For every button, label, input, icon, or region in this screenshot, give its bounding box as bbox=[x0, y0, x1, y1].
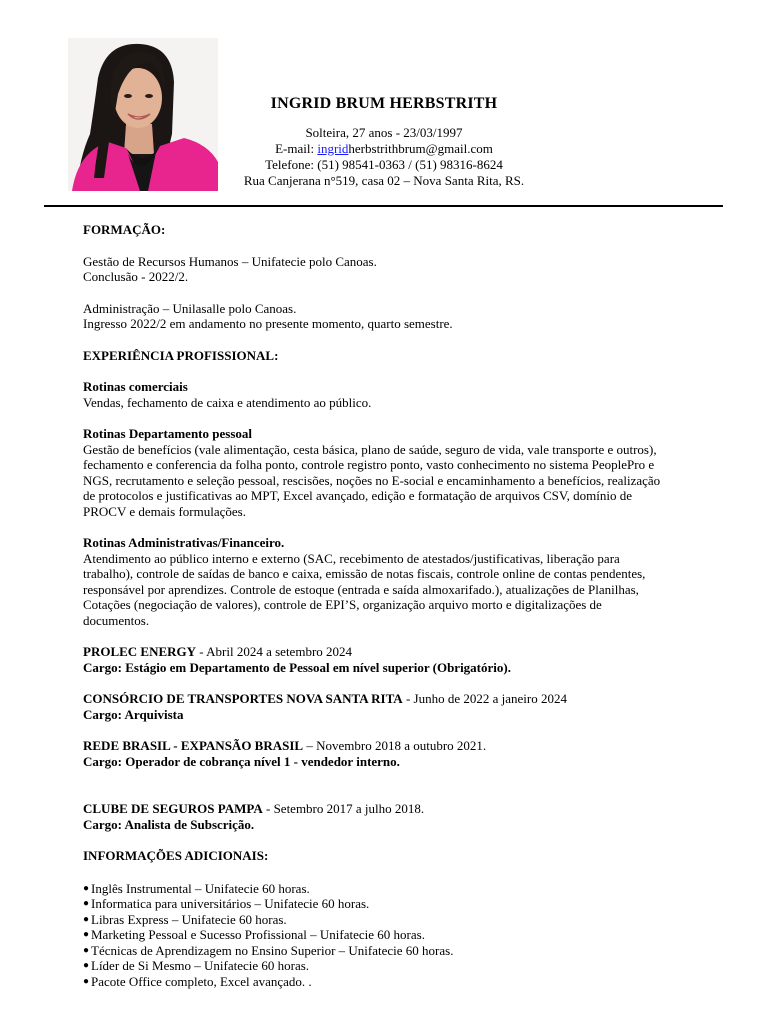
job-cargo: Cargo: Estágio em Departamento de Pessoal em nível superior (Obrigatório). bbox=[83, 659, 511, 675]
bullet-icon: ● bbox=[83, 882, 90, 894]
list-item-text: Técnicas de Aprendizagem no Ensino Superior – Unifatecie 60 horas. bbox=[91, 942, 454, 958]
section-title-formacao: FORMAÇÃO: bbox=[83, 222, 166, 237]
job-company: REDE BRASIL - EXPANSÃO BRASIL bbox=[83, 738, 304, 753]
routine-commercial-text: Vendas, fechamento de caixa e atendimento ao público. bbox=[83, 394, 372, 410]
list-item-text: Líder de Si Mesmo – Unifatecie 60 horas. bbox=[91, 958, 310, 973]
job-header bbox=[83, 644, 723, 660]
email-rest: herbstrithbrum@gmail.com bbox=[348, 141, 493, 156]
header-divider bbox=[44, 205, 723, 207]
routine-admin-line: responsável por aprendizes. Controle de estoque (entrada e saída almoxarifado.), atualizações de Planilhas, bbox=[83, 581, 639, 597]
course-1-title: Gestão de Recursos Humanos – Unifatecie polo Canoas. bbox=[83, 253, 377, 269]
portrait-image bbox=[68, 38, 218, 191]
job-header bbox=[83, 691, 723, 707]
course-1-status: Conclusão - 2022/2. bbox=[83, 269, 189, 284]
routine-dp-title: Rotinas Departamento pessoal bbox=[83, 426, 252, 441]
routine-dp-line: de protocolos e justificativas ao MPT, Excel avançado, edição e formatação de arquivos CSV, domínio de bbox=[83, 488, 632, 503]
profile-photo bbox=[68, 38, 218, 191]
routine-dp-line: PROCV e demais formulações. bbox=[83, 503, 246, 519]
section-title-adicionais: INFORMAÇÕES ADICIONAIS: bbox=[83, 848, 269, 863]
list-item bbox=[83, 896, 723, 912]
course-2-title: Administração – Unilasalle polo Canoas. bbox=[83, 300, 297, 316]
job-header bbox=[83, 801, 723, 817]
job-company: CONSÓRCIO DE TRANSPORTES NOVA SANTA RITA bbox=[83, 691, 403, 706]
bullet-icon: ● bbox=[83, 913, 90, 925]
list-item-text: Pacote Office completo, Excel avançado. . bbox=[91, 973, 312, 989]
job-company: CLUBE DE SEGUROS PAMPA bbox=[83, 801, 263, 816]
list-item bbox=[83, 943, 723, 959]
job-period: – Novembro 2018 a outubro 2021. bbox=[303, 738, 487, 753]
list-item-text: Libras Express – Unifatecie 60 horas. bbox=[91, 911, 287, 927]
list-item bbox=[83, 881, 723, 897]
bullet-icon: ● bbox=[83, 960, 90, 971]
bullet-icon: ● bbox=[83, 975, 90, 987]
routine-admin-line: documentos. bbox=[83, 612, 150, 628]
job-period: - Junho de 2022 a janeiro 2024 bbox=[402, 691, 567, 706]
header-block bbox=[230, 95, 538, 189]
address-line: Rua Canjerana n°519, casa 02 – Nova Santa Rita, RS. bbox=[243, 173, 525, 188]
routine-admin-line: Cotações (negociação de valores), controle de EPI’S, organização arquivo morto e digitalizações de bbox=[83, 597, 602, 612]
bullet-icon: ● bbox=[83, 898, 90, 909]
email-label: E-mail: bbox=[275, 141, 318, 156]
phone-line: Telefone: (51) 98541-0363 / (51) 98316-8624 bbox=[265, 157, 503, 172]
routine-dp-line: fechamento e conferencia da folha ponto, controle registro ponto, vasto conhecimento no sistema PeoplePro e bbox=[83, 457, 655, 472]
list-item bbox=[83, 974, 723, 990]
job-period: - Setembro 2017 a julho 2018. bbox=[262, 801, 425, 816]
job-cargo: Cargo: Arquivista bbox=[83, 706, 184, 722]
list-item-text: Informatica para universitários – Unifatecie 60 horas. bbox=[91, 896, 370, 911]
routine-dp-line: NGS, recrutamento e seleção pessoal, rescisões, noções no E-social e encaminhamento a benefícios, realização bbox=[83, 472, 661, 488]
list-item-text: Marketing Pessoal e Sucesso Profissional – Unifatecie 60 horas. bbox=[91, 927, 425, 942]
email-line bbox=[230, 141, 538, 157]
job-period: - Abril 2024 a setembro 2024 bbox=[196, 644, 353, 659]
list-item bbox=[83, 958, 723, 974]
personal-info: Solteira, 27 anos - 23/03/1997 bbox=[305, 125, 463, 140]
candidate-name: INGRID BRUM HERBSTRITH bbox=[270, 95, 498, 112]
list-item-text: Inglês Instrumental – Unifatecie 60 horas. bbox=[91, 880, 310, 896]
list-item bbox=[83, 912, 723, 928]
section-title-experiencia: EXPERIÊNCIA PROFISSIONAL: bbox=[83, 347, 279, 363]
routine-admin-line: Atendimento ao público interno e externo (SAC, recebimento de atestados/justificativas, liberação para bbox=[83, 550, 620, 566]
routine-admin-line: trabalho), controle de saídas de banco e caixa, emissão de notas fiscais, controle online de contas pendentes, bbox=[83, 566, 646, 581]
resume-body bbox=[83, 222, 723, 989]
job-cargo: Cargo: Analista de Subscrição. bbox=[83, 816, 255, 832]
routine-commercial-title: Rotinas comerciais bbox=[83, 379, 188, 394]
bullet-icon: ● bbox=[83, 929, 90, 940]
routine-admin-title: Rotinas Administrativas/Financeiro. bbox=[83, 535, 285, 550]
job-company: PROLEC ENERGY bbox=[83, 644, 197, 659]
bullet-icon: ● bbox=[83, 944, 90, 956]
email-link[interactable]: ingrid bbox=[317, 141, 349, 156]
list-item bbox=[83, 927, 723, 943]
job-header bbox=[83, 738, 723, 754]
job-cargo: Cargo: Operador de cobrança nível 1 - vendedor interno. bbox=[83, 753, 400, 769]
course-2-status: Ingresso 2022/2 em andamento no presente momento, quarto semestre. bbox=[83, 316, 453, 331]
routine-dp-line: Gestão de benefícios (vale alimentação, cesta básica, plano de saúde, seguro de vida, vale transporte e outros), bbox=[83, 441, 657, 457]
